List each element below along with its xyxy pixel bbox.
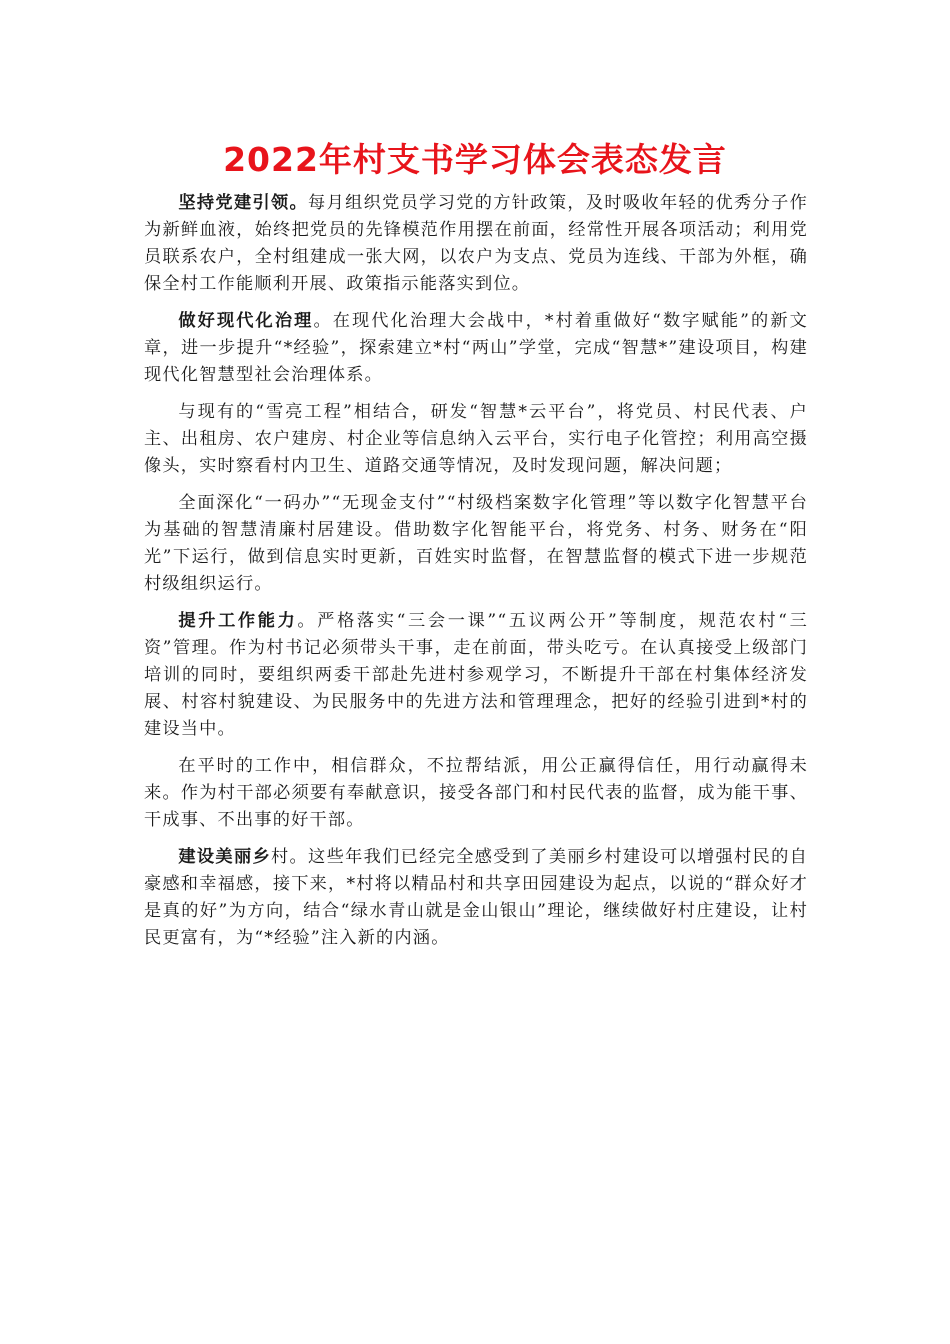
paragraph [144, 844, 808, 952]
paragraph-text: 。在现代化治理大会战中，*村着重做好“数字赋能”的新文章，进一步提升“*经验”，探索建立*村“两山”学堂，完成“智慧*”建设项目，构建现代化智慧型社会治理体系。 [144, 311, 808, 385]
paragraph-text: 每月组织党员学习党的方针政策，及时吸收年轻的优秀分子作为新鲜血液，始终把党员的先锋模范作用摆在前面，经常性开展各项活动；利用党员联系农户，全村组建成一张大网，以农户为支点、党员为连线、干部为外框，确保全村工作能顺利开展、政策指示能落实到位。 [144, 193, 808, 294]
paragraph-text: 与现有的“雪亮工程”相结合，研发“智慧*云平台”，将党员、村民代表、户主、出租房、农户建房、村企业等信息纳入云平台，实行电子化管控；利用高空摄像头，实时察看村内卫生、道路交通等情况，及时发现问题，解决问题； [144, 402, 808, 476]
paragraph [144, 308, 808, 389]
paragraph-text: 在平时的工作中，相信群众，不拉帮结派，用公正赢得信任，用行动赢得未来。作为村干部必须要有奉献意识，接受各部门和村民代表的监督，成为能干事、干成事、不出事的好干部。 [144, 756, 808, 830]
paragraph-text: 全面深化“一码办”“无现金支付”“村级档案数字化管理”等以数字化智慧平台为基础的智慧清廉村居建设。借助数字化智能平台，将党务、村务、财务在“阳光”下运行，做到信息实时更新，百姓实时监督，在智慧监督的模式下进一步规范村级组织运行。 [144, 493, 808, 594]
document-body [144, 190, 808, 962]
paragraph [144, 608, 808, 743]
paragraph [144, 399, 808, 480]
paragraph [144, 753, 808, 834]
paragraph [144, 190, 808, 298]
paragraph-lead: 建设美丽乡 [178, 847, 271, 867]
paragraph-text: 村。这些年我们已经完全感受到了美丽乡村建设可以增强村民的自豪感和幸福感，接下来，*村将以精品村和共享田园建设为起点，以说的“群众好才是真的好”为方向，结合“绿水青山就是金山银山”理论，继续做好村庄建设，让村民更富有，为“*经验”注入新的内涵。 [144, 847, 808, 948]
document-title: 2022年村支书学习体会表态发言 [223, 140, 727, 179]
paragraph-lead: 提升工作能力 [178, 611, 298, 631]
paragraph-lead: 坚持党建引领。 [178, 193, 309, 213]
paragraph-lead: 做好现代化治理 [178, 311, 314, 331]
paragraph [144, 490, 808, 598]
paragraph-text: 。严格落实“三会一课”“五议两公开”等制度，规范农村“三资”管理。作为村书记必须带头干事，走在前面，带头吃亏。在认真接受上级部门培训的同时，要组织两委干部赴先进村参观学习，不断提升干部在村集体经济发展、村容村貌建设、为民服务中的先进方法和管理理念，把好的经验引进到*村的建设当中。 [144, 611, 808, 739]
